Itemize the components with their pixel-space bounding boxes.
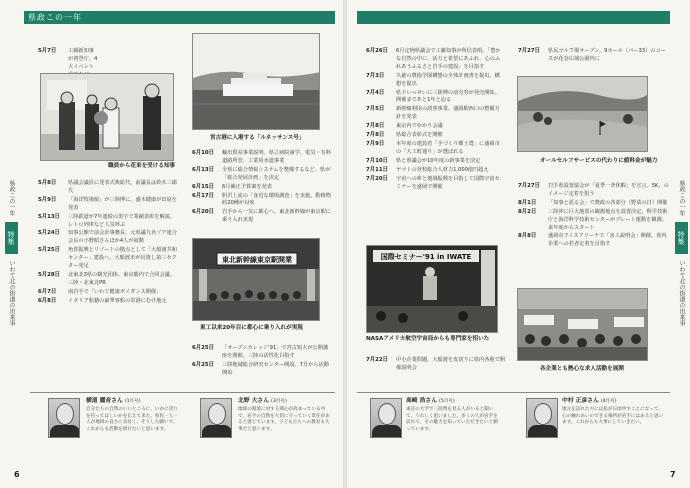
divider-line [30,392,335,393]
entry-date: 8月1日 [518,199,537,206]
timeline-column-2 [192,150,332,226]
entry-date: 7月9日 [366,140,385,147]
portrait-photo [526,398,558,438]
entry-date: 7月27日 [518,48,541,54]
feature-tab: 特集 [5,222,18,254]
entry-date: 7月8日 [366,123,385,130]
entry-date: 5月9日 [38,196,57,203]
photo-caption: 宮古港に入港する「ルネッサンス号」 [210,135,305,141]
timeline-entry [38,230,178,246]
entry-text: 知事公館で前会計事務長、元県議九名ゾア連合会長の小野昭さんほか4人が叙勲 [68,230,177,245]
entry-text: 県総合表彰式を開催 [396,132,443,139]
timeline-entry [38,214,178,230]
entry-text: 本年度の建設省「手づくり郷土賞」に盛岡市の「大工町通り」が選ばれる [396,140,500,155]
entry-date: 6月7日 [38,288,57,295]
timeline-entry [192,150,332,166]
entry-date: 5月8日 [38,180,57,186]
section-header-bar-right [357,11,670,24]
timeline-column-1 [38,180,178,307]
side-index-right [674,180,688,326]
entry-date: 7月20日 [366,175,389,182]
photo-caption: 職員から花束を受ける知事 [108,163,176,169]
entry-date: 5月24日 [38,230,61,237]
entry-text: 三陸鉄道が7年連続の黒字で業績表彰を解説。レトロ列車など人気呼ぶ [68,213,176,228]
entry-text: 県民ゴルフ場オープン。9ホール（パー33）のコースが花巻広域公園内に [548,48,666,62]
golf-course-image [518,77,648,152]
side-sub-label-right: いわて北の街道の出来事 [678,260,685,326]
profile-comment: 地球の環境に対する関心が高まっている中で、岩手の自然を大切に守っていく責任があると感じています。子どもたちへの教育も大事だと思います。 [238,407,330,432]
entry-date: 6月25日 [192,345,215,351]
entry-date: 7月27日 [518,183,541,189]
photo-caption: 東工以来20年目に都心に乗り入れが実現 [200,325,303,331]
portrait-photo [48,398,80,438]
photo-governor-bouquet [40,73,174,161]
job-fair-image [518,289,648,361]
timeline-entry [518,209,670,233]
entry-text: 角倉振興とリゾートの拠点として「大船渡共和センター」建設へ。大船渡市が出資し第三セクター発足 [68,247,177,270]
photo-caption: 各企業とも熱心な求人活動を展開 [540,366,624,372]
timeline-entry [366,141,504,157]
entry-text: 胆沢上流の「身近な環境調査」を実施。動植物約20種が対象 [222,192,331,207]
entry-text: 輸出貿易事業説明。県立病院歯学、電気・有料道路所管、工業用水道事業 [222,150,331,164]
entry-text: 南岩手で「いわて健康ボイダンス開催」 [68,288,162,295]
timeline-entry [366,176,504,192]
timeline-entry [192,193,332,209]
station-banner-text: 東北新幹線東京駅開業 [222,256,292,264]
entry-text: 全県に総合情報システムを整備するなど、県が「総合発展計画」を決定 [222,166,331,181]
entry-text: 県議会議員に発表式典総代。前議長は鈴木三郎氏 [68,180,177,194]
entry-text: 宇宙への夢と地域振興を目指して国際宇宙セミナーを盛岡で開催 [396,175,500,190]
timeline-entry [366,132,504,140]
side-label-right: 県政この一年 [678,180,685,216]
entry-date: 7月4日 [366,89,385,96]
entry-text: 中小企業問題、大船渡を皮切りに県内各地で開催説明会 [396,357,505,371]
seminar-hall-image [367,246,498,333]
station-crowd-image [193,239,320,321]
photo-cruise-ship [192,33,320,130]
entry-date: 7月8日 [366,132,385,139]
photo-caption: オールセルフサービスの代わりに値料金が魅力 [540,158,658,164]
timeline-column-4-top [518,48,670,65]
timeline-column-3-bottom [366,357,506,374]
timeline-entry [192,209,332,225]
page-number-right: 7 [670,470,676,479]
gutter [343,0,347,488]
entry-text: 北東北3県の観光団体、東京都内で合同会議。三陸・北東北PR [68,271,176,286]
photo-shinkansen-opening [192,238,320,321]
timeline-entry [518,200,670,208]
entry-text: 岩手から一気に都心へ。東北新幹線が東京駅に乗り入れ実現 [222,209,331,224]
timeline-entry [38,180,178,196]
entry-date: 6月15日 [192,183,215,190]
entry-date: 6月25日 [192,361,215,368]
entry-date: 5月7日 [38,48,57,54]
ship-harbor-image [193,34,320,130]
timeline-entry [192,167,332,183]
entry-text: 久慈の農協学園構想の全体計画書を提出。構想を提出 [396,72,500,87]
entry-date: 6月20日 [192,209,215,216]
side-label: 県政この一年 [8,180,15,216]
timeline-entry [366,106,504,122]
timeline-entry [192,184,332,192]
timeline-entry [366,48,504,72]
photo-space-seminar [366,245,498,333]
entry-date: 6月26日 [366,48,389,54]
entry-text: ヤマトの登校総合人材力1,000億円超え [396,166,489,173]
timeline-entry [366,90,504,106]
entry-date: 7月11日 [366,166,389,173]
entry-date: 6月13日 [192,166,215,173]
entry-text: イタリア船籍の豪華客船の寄港にむけ地元 [68,297,167,304]
entry-text: 県下いっせいに三陸博の前売券が発売開始。開催まであと1年と迫る [396,89,500,104]
timeline-entry [38,197,178,213]
bouquet-scene-image [41,74,174,161]
seminar-banner-text: 国際セミナー'91 in IWATE [380,253,472,261]
timeline-entry [366,167,504,175]
entry-date: 8月2日 [518,208,537,215]
profile-comment: 東京の大学で三陸博を見る人がいると聞いて、うれしく思いました。多くの人が岩手を訪れて、その魅力を知っていただきたいと願っています。 [406,407,498,432]
entry-date: 7月22日 [366,357,389,363]
entry-date: 5月13日 [38,213,61,220]
section-header-bar [24,11,335,24]
entry-date: 7月3日 [366,72,385,79]
entry-text: 東京内でゆかり会議 [396,123,443,130]
entry-date: 6月17日 [192,192,215,199]
portrait-photo [200,398,232,438]
entry-date: 7月10日 [366,157,389,164]
timeline-entry [366,357,506,373]
entry-text: 6月補正予算案を発表 [222,183,272,190]
entry-date: 8月8日 [518,233,537,240]
entry-text: 三陸地域総合研究センター開設。7月から活動開始 [222,361,329,376]
entry-text: 工藤新知事が初登庁。4大イベント [68,48,98,70]
timeline-entry [192,345,332,361]
profile-comment: 地元を訪れた方には私が日頃申すことになって、心の触れあいのできる場所が岩手にはあると思います。これからも大事にしていきたい。 [562,407,664,426]
profile-name: 中村 正彦さん (4月号) [562,398,617,404]
entry-text: 「知事と語る会」で農政の各部分（野菜の日）開催 [548,199,668,206]
timeline-entry [366,158,504,166]
timeline-entry [518,48,670,64]
photo-golf-course [517,76,648,152]
timeline-column-3 [366,48,504,192]
entry-text: 6月定例県議会で工藤知事が所信表明。「豊かな自然の中に、活力と希望にあふれ、心のふれあうふるさと岩手の建設」を目指す [396,48,501,70]
timeline-column-2-bottom [192,345,332,379]
entry-date: 5月28日 [38,271,61,278]
side-index-left [4,180,18,326]
profile-name: 高崎 浩さん (5月号) [406,398,455,404]
section-title: 県政この一年 [28,13,82,22]
entry-date: 7月5日 [366,106,385,113]
timeline-column-4 [518,183,670,250]
entry-text: 「オープンカレッジ'91」で宮古短大が公開講座を開催。三陸の活性化目指す [222,345,329,359]
profile-name: 北野 大さん (3月号) [238,398,287,404]
portrait-photo [370,398,402,438]
timeline-entry [366,73,504,89]
timeline-entry [518,183,670,199]
divider-line-right [357,392,670,393]
photo-job-fair [517,288,648,361]
profile-comment: 自分たちの自然のいいところに、いかに誇りを持ってほしいかを伝えて来た。県民一人一人が地域の良さに気付く、そうした願いで、これからも活動を続けたいと思います。 [86,407,178,432]
profile-name: 横道 麗音さん (1月号) [86,398,141,404]
side-sub-label: いわて北の街道の出来事 [8,260,15,326]
timeline-entry [38,247,178,271]
entry-text: 「海洋牧場船」が三陸博に、盛木健康が出展を発表 [68,196,177,211]
entry-date: 5月25日 [38,247,61,254]
timeline-entry [518,233,670,249]
timeline-entry [38,289,178,297]
entry-date: 6月10日 [192,150,215,156]
entry-text: 三陸沖に巨大地震の観測地点を設置決定。科学技術庁と海洋科学技術センターがプレート運動を観測。来年度からスタート [548,208,668,231]
feature-tab-right: 特集 [675,222,688,254]
timeline-entry [38,272,178,288]
entry-text: 盛岡市アイスアリーナで「求人説明会」開催。県内企業への若者定着を目指す [548,233,667,248]
page-number-left: 6 [14,470,20,479]
photo-caption: NASAアメリカ航空宇宙局からも専門家を招いた [366,336,490,342]
entry-text: 新幹線利用の誘客事業、盛岡駅西口の整備方針を発表 [396,106,500,121]
entry-text: 岩手県設置協会が「夏季一斉休暇」を宣言。5K、のイメージ定着を狙う [548,183,669,197]
timeline-entry [366,123,504,131]
timeline-entry [38,298,178,306]
entry-text: 県と県議会が10年度の新事業を決定 [396,157,481,164]
entry-date: 6月8日 [38,297,57,304]
timeline-entry [192,362,332,378]
